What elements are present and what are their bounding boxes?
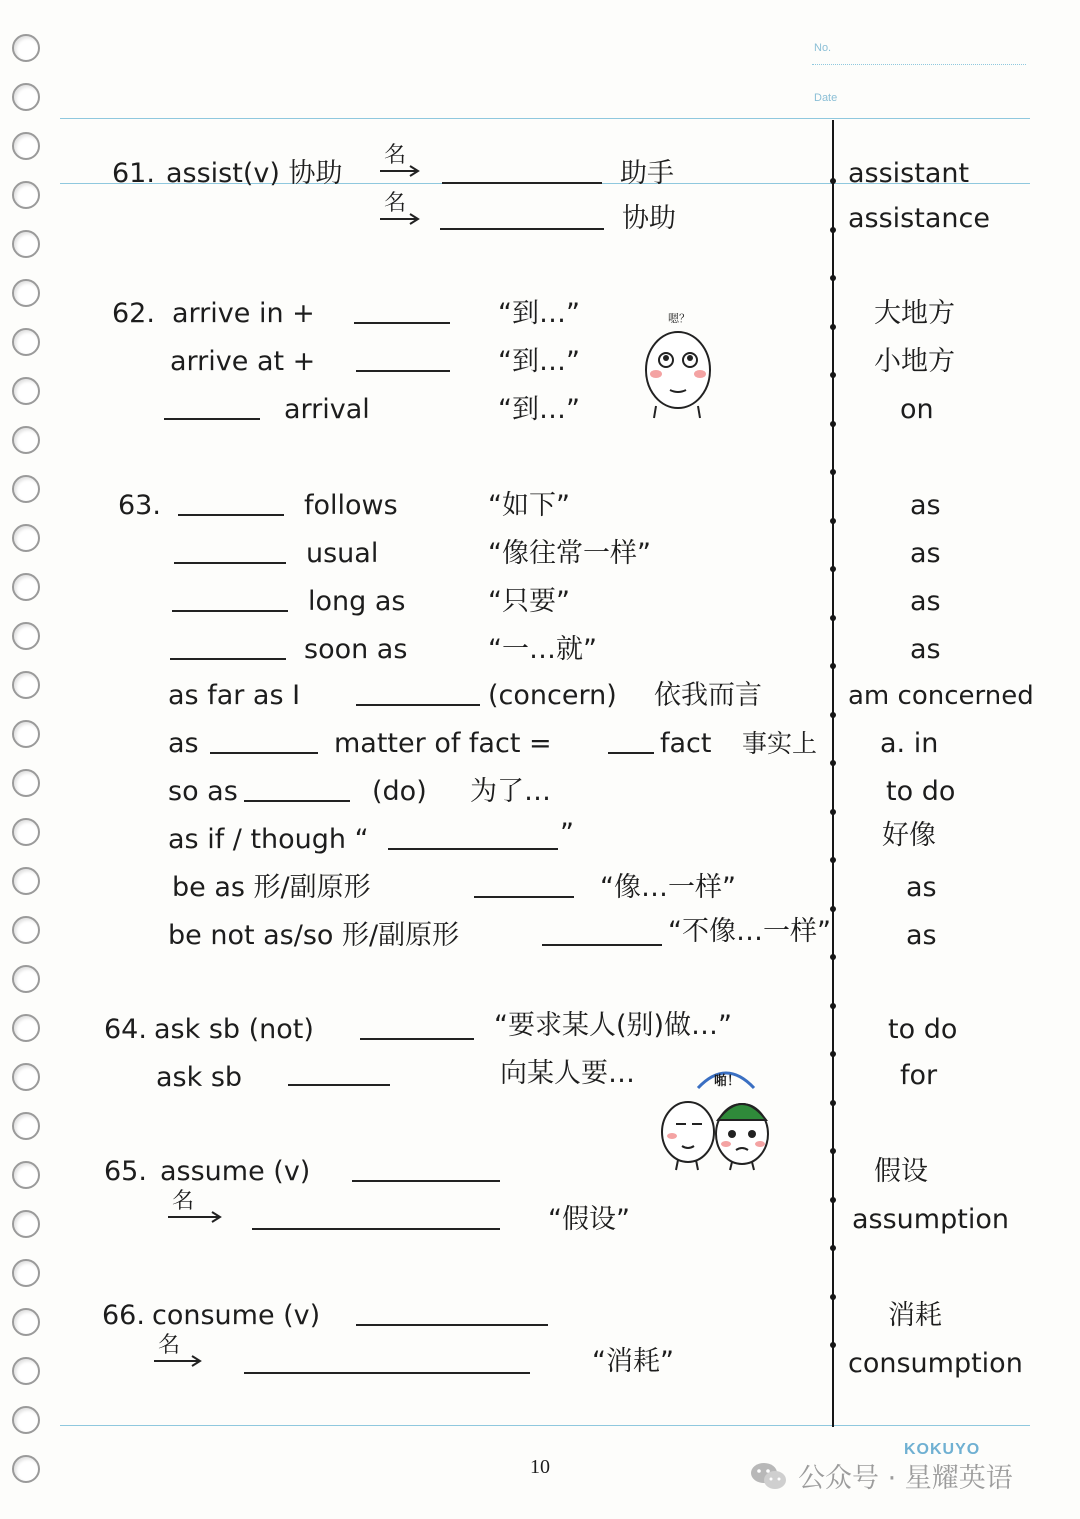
binding-hole [12, 426, 40, 454]
answer-blank[interactable] [440, 228, 604, 230]
answer: as [906, 872, 937, 903]
entry-number: 61. [112, 158, 155, 189]
binding-hole [12, 573, 40, 601]
binding-hole [12, 1210, 40, 1238]
arrow-label: 名 [158, 1333, 181, 1358]
number-line [812, 64, 1026, 65]
answer: as [910, 586, 941, 617]
top-rule [60, 118, 1030, 119]
answer: am concerned [848, 681, 1034, 711]
divider-dot [830, 857, 836, 863]
binding-hole [12, 965, 40, 993]
binding-hole [12, 279, 40, 307]
binding-hole [12, 83, 40, 111]
binding-hole [12, 181, 40, 209]
prompt: be not as/so 形/副原形 [168, 920, 460, 951]
answer-blank[interactable] [244, 1372, 530, 1374]
divider-dot [830, 809, 836, 815]
answer-blank[interactable] [178, 514, 284, 516]
divider-dot [830, 663, 836, 669]
binding-hole [12, 720, 40, 748]
arrow-right-icon [378, 164, 422, 178]
divider-dot [830, 954, 836, 960]
meaning: 协助 [622, 203, 676, 234]
answer-blank[interactable] [442, 182, 602, 184]
answer: assistant [848, 158, 970, 189]
date-label: Date [814, 92, 838, 104]
answer-blank[interactable] [388, 848, 558, 850]
arrow-label: 名 [384, 143, 407, 168]
number-label: No. [814, 42, 832, 54]
headword: assume (v) [160, 1156, 311, 1187]
answer: 大地方 [874, 298, 955, 329]
prompt: arrive at + [170, 346, 316, 377]
answer: 好像 [882, 820, 936, 851]
answer-blank[interactable] [608, 752, 654, 754]
meaning: “要求某人(别)做…” [494, 1010, 733, 1041]
noun-arrow [166, 1190, 224, 1230]
answer: a. in [880, 728, 939, 759]
thinking-face-sticker [640, 310, 720, 420]
meaning: “到…” [498, 298, 580, 329]
meaning: “像…一样” [600, 872, 736, 903]
answer-blank[interactable] [354, 322, 450, 324]
answer: 消耗 [888, 1300, 942, 1331]
divider-dot [830, 275, 836, 281]
watermark [750, 1456, 1013, 1495]
answer: assumption [852, 1204, 1009, 1235]
divider-dot [830, 1197, 836, 1203]
headword: consume (v) [152, 1300, 321, 1331]
prompt: long as [308, 586, 406, 617]
divider-dot [830, 615, 836, 621]
divider-dot [830, 760, 836, 766]
divider-dot [830, 324, 836, 330]
prompt: fact [660, 728, 712, 759]
meaning: “到…” [498, 394, 580, 425]
answer: for [900, 1060, 938, 1091]
divider-dot [830, 1342, 836, 1348]
meaning: 依我而言 [654, 680, 762, 711]
divider-dot [830, 372, 836, 378]
meaning: “不像…一样” [668, 916, 831, 947]
sticker-text: 啪！ [714, 1074, 741, 1089]
answer: to do [886, 776, 956, 807]
binding-hole [12, 622, 40, 650]
binding-hole [12, 769, 40, 797]
meaning: “到…” [498, 346, 580, 377]
entry-number: 65. [104, 1156, 147, 1187]
headword: assist(v) 协助 [166, 158, 343, 189]
answer: to do [888, 1014, 958, 1045]
prompt: be as 形/副原形 [172, 872, 371, 903]
divider-dot [830, 1148, 836, 1154]
binding-hole [12, 1357, 40, 1385]
bottom-rule [60, 1425, 1030, 1426]
binding-hole [12, 132, 40, 160]
answer-blank[interactable] [356, 370, 450, 372]
prompt: usual [306, 538, 379, 569]
answer-blank[interactable] [174, 562, 286, 564]
binding-hole [12, 867, 40, 895]
divider-dot [830, 1245, 836, 1251]
binding-hole [12, 1112, 40, 1140]
answer: as [910, 538, 941, 569]
page-number: 10 [530, 1456, 550, 1478]
prompt-hint: (do) [372, 776, 427, 807]
noun-arrow [378, 144, 422, 184]
noun-arrow [152, 1334, 204, 1374]
answer: 假设 [874, 1156, 928, 1187]
prompt: as [168, 728, 199, 759]
entry-number: 63. [118, 490, 161, 521]
meaning: “只要” [488, 586, 570, 617]
entry-number: 66. [102, 1300, 145, 1331]
arrow-label: 名 [172, 1189, 195, 1214]
binding-hole [12, 524, 40, 552]
meaning: 助手 [620, 158, 674, 189]
entry-number: 62. [112, 298, 155, 329]
meaning: “消耗” [592, 1346, 674, 1377]
answer-blank[interactable] [172, 610, 288, 612]
answer-column-divider [832, 120, 834, 1427]
prompt: as if / though “ [168, 824, 369, 855]
prompt: ask sb [156, 1062, 243, 1093]
sticker-text: 嗯？ [668, 312, 690, 325]
meaning: 向某人要… [500, 1058, 635, 1089]
divider-dot [830, 178, 836, 184]
entry-number: 64. [104, 1014, 147, 1045]
arrow-right-icon [152, 1354, 204, 1368]
divider-dot [830, 712, 836, 718]
divider-dot [830, 1003, 836, 1009]
answer-blank[interactable] [356, 704, 480, 706]
answer-blank[interactable] [360, 1038, 474, 1040]
watermark-text: 公众号 · 星耀英语 [798, 1463, 1013, 1494]
prompt: arrive in + [172, 298, 315, 329]
arrow-right-icon [166, 1210, 224, 1224]
binding-hole [12, 230, 40, 258]
meaning: “一…就” [488, 634, 597, 665]
answer: on [900, 394, 934, 425]
binding-hole [12, 1161, 40, 1189]
slap-faces-sticker [656, 1062, 776, 1172]
arrow-right-icon [378, 212, 422, 226]
binding-hole [12, 34, 40, 62]
binding-hole [12, 818, 40, 846]
binding-hole [12, 1308, 40, 1336]
noun-arrow [378, 192, 422, 232]
divider-dot [830, 1100, 836, 1106]
answer-blank[interactable] [244, 800, 350, 802]
answer-blank[interactable] [210, 752, 318, 754]
brand-logo: KOKUYO [904, 1441, 981, 1458]
meaning: “像往常一样” [488, 538, 651, 569]
answer-blank[interactable] [356, 1324, 548, 1326]
binding-hole [12, 377, 40, 405]
answer-blank[interactable] [288, 1084, 390, 1086]
thinking-face-icon [640, 310, 720, 420]
binding-hole [12, 1406, 40, 1434]
meaning: 为了… [470, 776, 551, 807]
prompt: matter of fact = [334, 728, 552, 759]
divider-dot [830, 1051, 836, 1057]
answer-blank[interactable] [474, 896, 574, 898]
divider-dot [830, 566, 836, 572]
divider-dot [830, 906, 836, 912]
binding-hole [12, 1063, 40, 1091]
answer-blank[interactable] [252, 1228, 500, 1230]
prompt: as far as I [168, 680, 301, 711]
prompt-quote: ” [560, 818, 574, 849]
binding-hole [12, 916, 40, 944]
answer-blank[interactable] [170, 658, 286, 660]
arrow-label: 名 [384, 191, 407, 216]
divider-dot [830, 518, 836, 524]
binding-hole [12, 475, 40, 503]
prompt: so as [168, 776, 238, 807]
answer-blank[interactable] [352, 1180, 500, 1182]
wechat-icon [750, 1461, 788, 1491]
prompt: arrival [284, 394, 370, 425]
meaning: 事实上 [742, 729, 818, 758]
answer: 小地方 [874, 346, 955, 377]
prompt: ask sb (not) [154, 1014, 314, 1045]
binding-hole [12, 328, 40, 356]
binding-hole [12, 1014, 40, 1042]
prompt: soon as [304, 634, 408, 665]
meaning: “假设” [548, 1204, 630, 1235]
answer: assistance [848, 203, 990, 234]
divider-dot [830, 1294, 836, 1300]
divider-dot [830, 469, 836, 475]
answer: as [906, 920, 937, 951]
answer: as [910, 490, 941, 521]
divider-dot [830, 227, 836, 233]
binding-hole [12, 1259, 40, 1287]
binding-hole [12, 671, 40, 699]
answer-blank[interactable] [542, 944, 662, 946]
prompt-hint: (concern) [488, 680, 617, 711]
prompt: follows [304, 490, 398, 521]
answer-blank[interactable] [164, 418, 260, 420]
answer: consumption [848, 1348, 1023, 1379]
divider-dot [830, 421, 836, 427]
meaning: “如下” [488, 490, 570, 521]
answer: as [910, 634, 941, 665]
